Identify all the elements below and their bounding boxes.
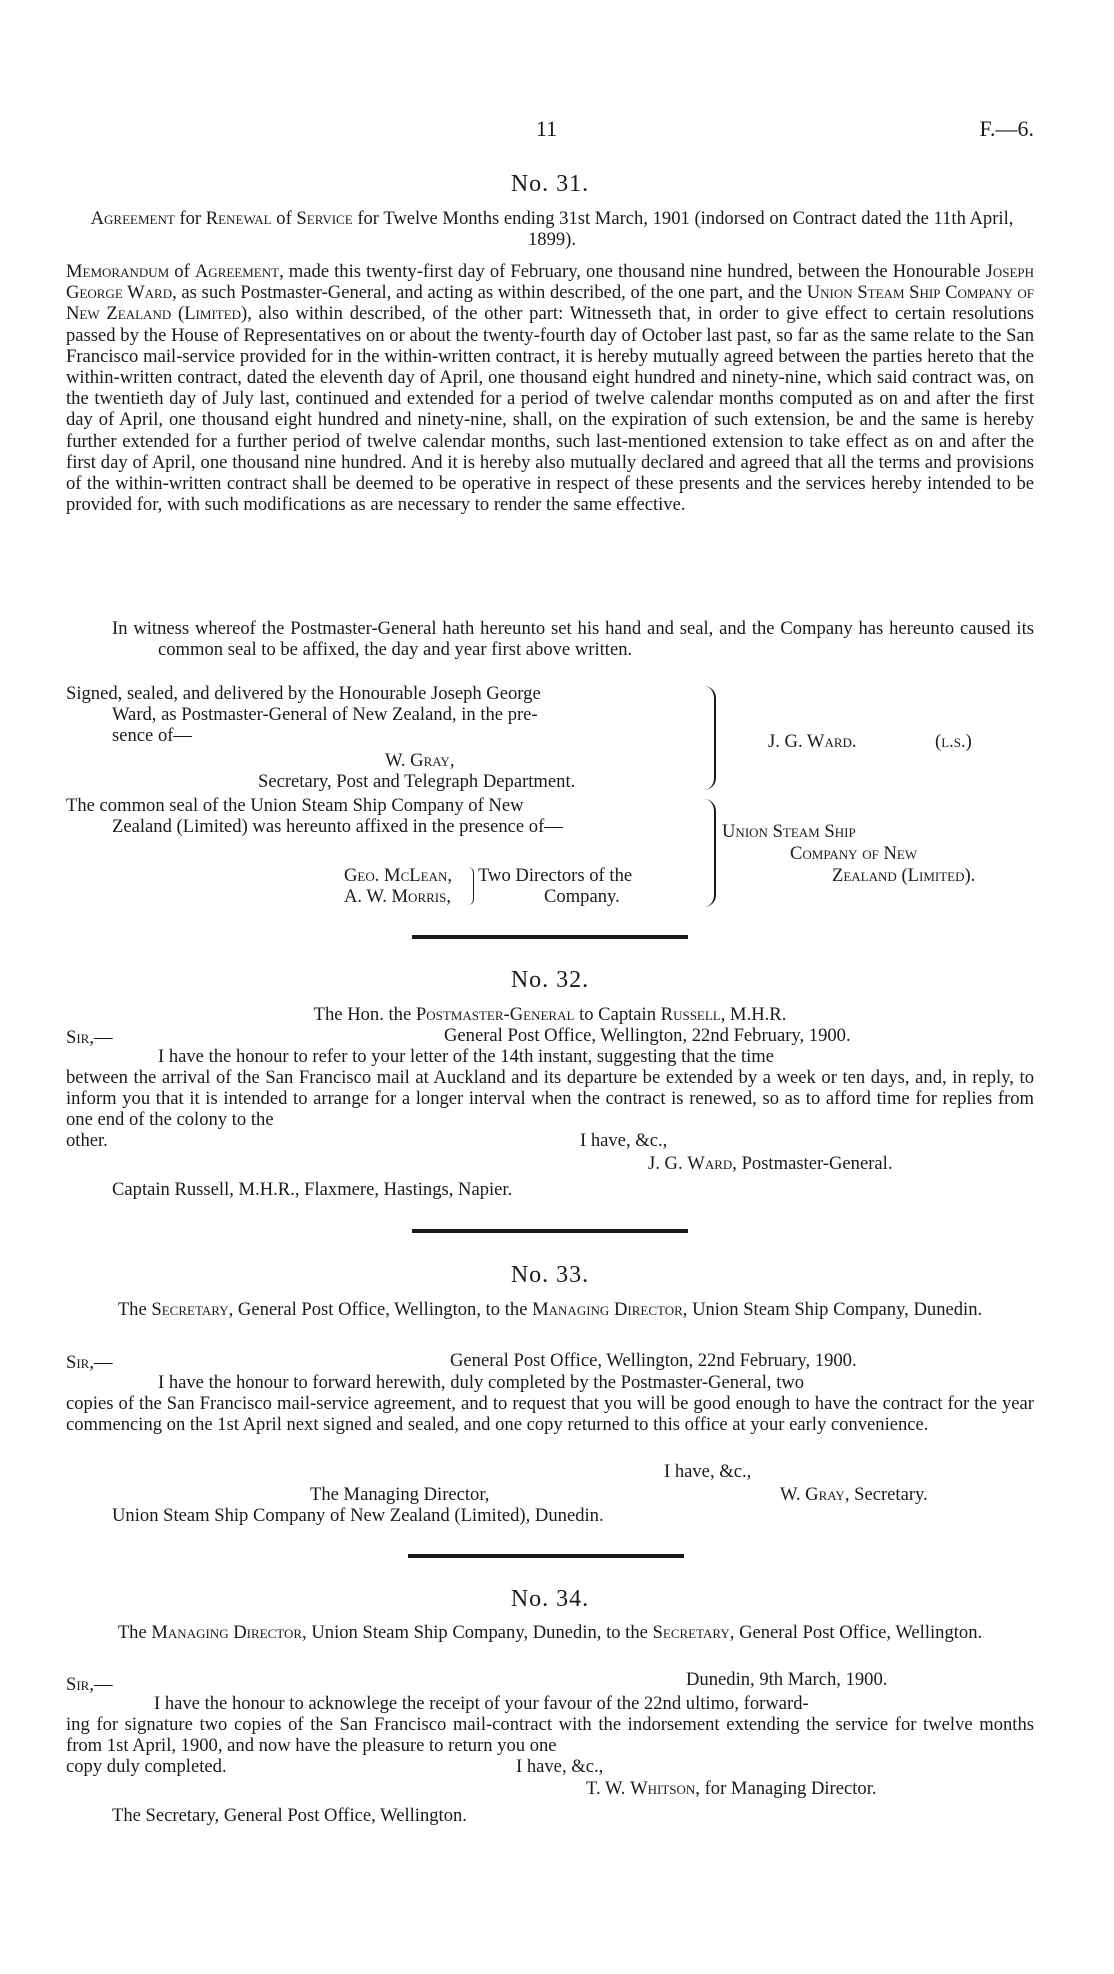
signed-line-2: Ward, as Postmaster-General of New Zealand, in the pre-: [112, 704, 538, 725]
no34-subtitle: The Managing Director, Union Steam Ship Company, Dunedin, to the Secretary, General Post Office, Wellington.: [117, 1622, 983, 1643]
no34-body-last: copy duly completed.: [66, 1756, 227, 1777]
witness-gray: W. Gray,: [385, 750, 455, 771]
witness-gray-title: Secretary, Post and Telegraph Department.: [258, 771, 576, 792]
no32-subtitle: The Hon. the Postmaster-General to Captain Russell, M.H.R.: [313, 1004, 787, 1025]
no33-addressee: The Managing Director,: [310, 1484, 490, 1505]
page-number: 11: [536, 116, 558, 141]
no33-address: Union Steam Ship Company of New Zealand (Limited), Dunedin.: [112, 1505, 604, 1526]
no32-address: Captain Russell, M.H.R., Flaxmere, Hastings, Napier.: [112, 1179, 513, 1200]
signed-line-3: sence of—: [112, 725, 193, 746]
no32-body-first: I have the honour to refer to your letter of the 14th instant, suggesting that the time: [158, 1046, 775, 1067]
directors-brace: [468, 867, 474, 905]
section-divider: [412, 1229, 688, 1233]
no34-body-first: I have the honour to acknowlege the receipt of your favour of the 22nd ultimo, forward-: [154, 1693, 809, 1714]
no32-signature: J. G. Ward, Postmaster-General.: [648, 1153, 893, 1174]
no33-dateline: General Post Office, Wellington, 22nd February, 1900.: [450, 1350, 857, 1371]
no32-body: between the arrival of the San Francisco mail at Auckland and its departure be extended by a week or ten days, and, in reply, to inform you that it is intended to arrange for a longer interval when the contract is renewed, so as to afford time for replies from one end of the colony to the: [66, 1067, 1034, 1131]
directors-label-1: Two Directors of the: [478, 865, 633, 886]
no32-closing: I have, &c.,: [580, 1130, 668, 1151]
no33-signature: W. Gray, Secretary.: [780, 1484, 928, 1505]
no32-dateline: General Post Office, Wellington, 22nd February, 1900.: [444, 1025, 851, 1046]
signed-brace: [704, 686, 716, 790]
no34-salutation: Sir,—: [66, 1674, 113, 1695]
no33-salutation: Sir,—: [66, 1352, 113, 1373]
no31-witness-clause: In witness whereof the Postmaster-General hath hereunto set his hand and seal, and the Company has hereunto caused its common seal to be affixed, the day and year first above written.: [112, 618, 1034, 661]
no34-body: ing for signature two copies of the San Francisco mail-contract with the indorsement extending the service for twelve months from 1st April, 1900, and now have the pleasure to return you one: [66, 1714, 1034, 1757]
no34-heading: No. 34.: [510, 1586, 590, 1612]
directors-label-2: Company.: [544, 886, 620, 907]
no32-heading: No. 32.: [510, 967, 590, 993]
seal-line-2: Zealand (Limited) was hereunto affixed in the presence of—: [112, 816, 563, 837]
no32-salutation: Sir,—: [66, 1027, 113, 1048]
company-seal-2: Company of New: [790, 843, 918, 864]
no33-heading: No. 33.: [510, 1262, 590, 1288]
company-seal-3: Zealand (Limited).: [832, 865, 976, 886]
no34-closing: I have, &c.,: [516, 1756, 604, 1777]
seal-brace: [704, 799, 716, 907]
signed-line-1: Signed, sealed, and delivered by the Honourable Joseph George: [66, 683, 541, 704]
no33-body: copies of the San Francisco mail-service agreement, and to request that you will be good enough to have the contract for the year commencing on the 1st April next signed and sealed, and one copy returned to this office at your early convenience.: [66, 1393, 1034, 1436]
page-header: [66, 118, 1034, 148]
witness-morris: A. W. Morris,: [344, 886, 451, 907]
no33-subtitle: The Secretary, General Post Office, Wellington, to the Managing Director, Union Steam Ship Company, Dunedin.: [117, 1299, 983, 1320]
document-reference: F.—6.: [979, 116, 1034, 141]
witness-mclean: Geo. McLean,: [344, 865, 452, 886]
company-seal-1: Union Steam Ship: [722, 821, 856, 842]
no31-memorandum: Memorandum of Agreement, made this twenty-first day of February, one thousand nine hundred, between the Honourable Joseph George Ward, as such Postmaster-General, and acting as within described, of the one part, and the Union Steam Ship Company of New Zealand (Limited), also within described, of the other part: Witnesseth that, in order to give effect to certain resolutions passed by the House of Representatives on or about the twenty-fourth day of October last past, so far as the same relate to the San Francisco mail-service provided for in the within-written contract, it is hereby mutually agreed between the parties hereto that the within-written contract, dated the eleventh day of April, one thousand eight hundred and ninety-nine, which said contract was, on the twentieth day of July last, continued and extended for a period of twelve calendar months computed as on and after the first day of April, one thousand eight hundred and ninety-nine, shall, on the expiration of such extension, be and the same is hereby further extended for a further period of twelve calendar months, such last-mentioned extension to take effect as on and after the first day of April, one thousand nine hundred. And it is hereby also mutually declared and agreed that all the terms and provisions of the within-written contract shall be deemed to be operative in respect of these presents and the services hereby intended to be provided for, with such modifications as are necessary to render the same effective.: [66, 261, 1035, 516]
no31-heading: No. 31.: [510, 171, 590, 197]
no31-subtitle: Agreement for Renewal of Service for Twelve Months ending 31st March, 1901 (indorsed on Contract dated the 11th April, 1899).: [90, 208, 1014, 251]
no34-address: The Secretary, General Post Office, Wellington.: [112, 1805, 467, 1826]
no32-body-last: other.: [66, 1130, 108, 1151]
no34-signature: T. W. Whitson, for Managing Director.: [586, 1778, 877, 1799]
section-divider: [412, 935, 688, 939]
ward-signature: J. G. Ward.: [768, 731, 857, 752]
section-divider: [408, 1554, 684, 1558]
no34-dateline: Dunedin, 9th March, 1900.: [686, 1669, 888, 1690]
no33-closing: I have, &c.,: [664, 1461, 752, 1482]
locus-sigilli: (l.s.): [935, 731, 972, 752]
seal-line-1: The common seal of the Union Steam Ship Company of New: [66, 795, 524, 816]
no33-body-first: I have the honour to forward herewith, duly completed by the Postmaster-General, two: [158, 1372, 805, 1393]
